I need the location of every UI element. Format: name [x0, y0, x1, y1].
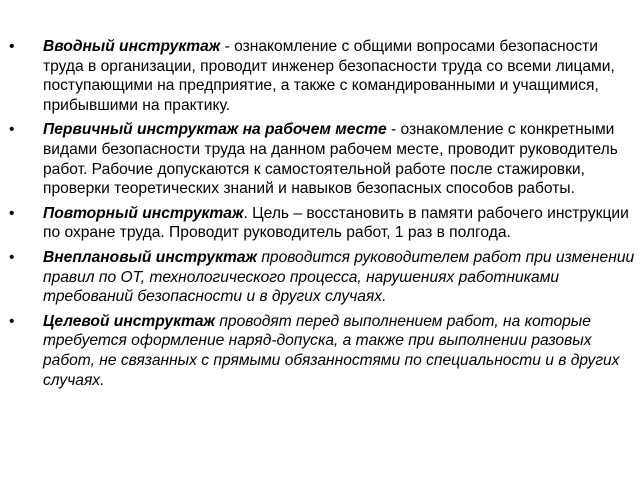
bullet-list [9, 37, 635, 395]
bullet-term: Повторный инструктаж [43, 204, 244, 222]
bullet-term: Вводный инструктаж [43, 38, 221, 55]
bullet-term: Целевой инструктаж [43, 312, 216, 330]
bullet-marker: • [9, 312, 15, 330]
bullet-text: - ознакомление с общими вопросами безопасности труда в организации, проводит инженер безопасности труда со всеми лицами, поступающими на предприятие, а также с командированными и учащимися, прибывшими на практику. [43, 38, 615, 114]
bullet-item-primary [9, 120, 635, 198]
bullet-text: проводят перед выполнением работ, на которые требуется оформление наряд-допуска, а также при выполнении разовых работ, не связанных с прямыми обязанностями по специальности и в других случаях. [43, 312, 620, 389]
bullet-term: Внеплановый инструктаж [43, 248, 257, 266]
bullet-item-introductory [9, 37, 635, 115]
bullet-text: проводится руководителем работ при изменении правил по ОТ, технологического процесса, нарушениях работниками требований безопасности и в других случаях. [43, 248, 635, 306]
bullet-item-targeted [9, 312, 635, 390]
bullet-term: Первичный инструктаж на рабочем месте [43, 121, 387, 139]
bullet-text: - ознакомление с конкретными видами безопасности труда на данном рабочем месте, проводит руководитель работ. Рабочие допускаются к самостоятельной работе после стажировки, проверки теоретических знаний и навыков безопасных способов работы. [43, 121, 618, 198]
bullet-marker: • [9, 204, 15, 222]
bullet-text: . Цель – восстановить в памяти рабочего инструкции по охране труда. Проводит руководитель работ, 1 раз в полгода. [43, 204, 629, 242]
bullet-item-unscheduled [9, 248, 635, 307]
bullet-marker: • [9, 38, 15, 55]
bullet-item-repeated [9, 204, 635, 243]
bullet-marker: • [9, 121, 15, 139]
bullet-marker: • [9, 248, 15, 266]
